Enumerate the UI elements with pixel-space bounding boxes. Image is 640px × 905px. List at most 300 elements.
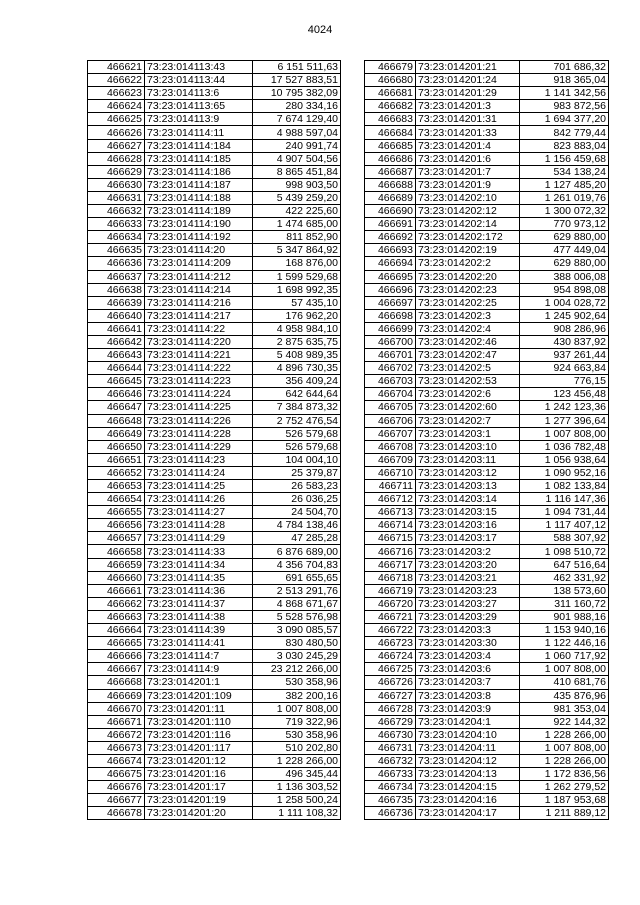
cadastral-number: 73:23:014203:9 xyxy=(416,702,520,715)
cadastral-number: 73:23:014114:26 xyxy=(145,493,253,506)
cadastral-number: 73:23:014202:4 xyxy=(416,322,520,335)
cadastral-number: 73:23:014201:20 xyxy=(145,807,253,820)
table-row xyxy=(365,322,609,335)
cadastral-value: 1 245 902,64 xyxy=(520,309,609,322)
cadastral-number: 73:23:014201:7 xyxy=(416,165,520,178)
cadastral-value: 1 261 019,76 xyxy=(520,191,609,204)
cadastral-number: 73:23:014114:186 xyxy=(145,165,253,178)
cadastral-value: 4 907 504,56 xyxy=(253,152,341,165)
cadastral-number: 73:23:014201:3 xyxy=(416,100,520,113)
cadastral-value: 937 261,44 xyxy=(520,349,609,362)
cadastral-value: 719 322,96 xyxy=(253,715,341,728)
row-number: 466640 xyxy=(88,309,145,322)
table-row xyxy=(365,610,609,623)
table-row xyxy=(88,597,341,610)
table-row xyxy=(88,794,341,807)
table-row xyxy=(365,794,609,807)
cadastral-value: 530 358,96 xyxy=(253,676,341,689)
cadastral-value: 6 876 689,00 xyxy=(253,545,341,558)
row-number: 466725 xyxy=(365,663,416,676)
cadastral-number: 73:23:014203:11 xyxy=(416,453,520,466)
cadastral-value: 26 036,25 xyxy=(253,493,341,506)
row-number: 466643 xyxy=(88,349,145,362)
row-number: 466657 xyxy=(88,532,145,545)
table-row xyxy=(365,584,609,597)
table-row xyxy=(88,715,341,728)
cadastral-value: 998 903,50 xyxy=(253,178,341,191)
row-number: 466626 xyxy=(88,126,145,139)
table-row xyxy=(365,126,609,139)
cadastral-number: 73:23:014114:209 xyxy=(145,257,253,270)
cadastral-number: 73:23:014113:6 xyxy=(145,87,253,100)
cadastral-number: 73:23:014203:20 xyxy=(416,558,520,571)
cadastral-number: 73:23:014202:23 xyxy=(416,283,520,296)
cadastral-value: 1 136 303,52 xyxy=(253,781,341,794)
cadastral-value: 17 527 883,51 xyxy=(253,74,341,87)
row-number: 466714 xyxy=(365,519,416,532)
cadastral-value: 629 880,00 xyxy=(520,257,609,270)
cadastral-value: 4 784 138,46 xyxy=(253,519,341,532)
table-row xyxy=(365,205,609,218)
row-number: 466716 xyxy=(365,545,416,558)
table-row xyxy=(88,807,341,820)
registry-table-right-body xyxy=(365,61,609,820)
row-number: 466625 xyxy=(88,113,145,126)
cadastral-value: 1 007 808,00 xyxy=(520,741,609,754)
table-row xyxy=(88,296,341,309)
cadastral-value: 430 837,92 xyxy=(520,335,609,348)
row-number: 466687 xyxy=(365,165,416,178)
row-number: 466667 xyxy=(88,663,145,676)
cadastral-number: 73:23:014201:1 xyxy=(145,676,253,689)
row-number: 466723 xyxy=(365,637,416,650)
cadastral-number: 73:23:014201:17 xyxy=(145,781,253,794)
cadastral-value: 5 439 259,20 xyxy=(253,191,341,204)
cadastral-value: 1 262 279,52 xyxy=(520,781,609,794)
row-number: 466648 xyxy=(88,414,145,427)
row-number: 466696 xyxy=(365,283,416,296)
table-row xyxy=(365,689,609,702)
cadastral-number: 73:23:014202:60 xyxy=(416,401,520,414)
table-row xyxy=(88,218,341,231)
cadastral-number: 73:23:014201:21 xyxy=(416,61,520,74)
cadastral-number: 73:23:014202:19 xyxy=(416,244,520,257)
cadastral-number: 73:23:014202:6 xyxy=(416,388,520,401)
table-row xyxy=(365,362,609,375)
row-number: 466709 xyxy=(365,453,416,466)
cadastral-value: 4 896 730,35 xyxy=(253,362,341,375)
cadastral-value: 435 876,96 xyxy=(520,689,609,702)
table-row xyxy=(365,388,609,401)
cadastral-value: 176 962,20 xyxy=(253,309,341,322)
table-row xyxy=(365,113,609,126)
table-row xyxy=(88,689,341,702)
cadastral-value: 462 331,92 xyxy=(520,571,609,584)
table-row xyxy=(365,178,609,191)
cadastral-value: 770 973,12 xyxy=(520,218,609,231)
row-number: 466678 xyxy=(88,807,145,820)
cadastral-value: 2 752 476,54 xyxy=(253,414,341,427)
row-number: 466633 xyxy=(88,218,145,231)
cadastral-number: 73:23:014201:29 xyxy=(416,87,520,100)
cadastral-number: 73:23:014203:21 xyxy=(416,571,520,584)
cadastral-number: 73:23:014203:8 xyxy=(416,689,520,702)
table-row xyxy=(88,113,341,126)
table-row xyxy=(88,87,341,100)
cadastral-value: 954 898,08 xyxy=(520,283,609,296)
cadastral-value: 4 958 984,10 xyxy=(253,322,341,335)
row-number: 466711 xyxy=(365,480,416,493)
cadastral-number: 73:23:014203:6 xyxy=(416,663,520,676)
cadastral-number: 73:23:014113:43 xyxy=(145,61,253,74)
cadastral-number: 73:23:014203:29 xyxy=(416,610,520,623)
cadastral-number: 73:23:014114:24 xyxy=(145,466,253,479)
cadastral-value: 701 686,32 xyxy=(520,61,609,74)
cadastral-number: 73:23:014202:2 xyxy=(416,257,520,270)
cadastral-value: 1 277 396,64 xyxy=(520,414,609,427)
table-row xyxy=(365,191,609,204)
registry-table-right xyxy=(364,60,609,820)
table-row xyxy=(88,663,341,676)
cadastral-value: 1 007 808,00 xyxy=(253,702,341,715)
row-number: 466665 xyxy=(88,637,145,650)
cadastral-value: 830 480,50 xyxy=(253,637,341,650)
cadastral-value: 1 187 953,68 xyxy=(520,794,609,807)
table-row xyxy=(365,558,609,571)
cadastral-value: 138 573,60 xyxy=(520,584,609,597)
cadastral-number: 73:23:014114:36 xyxy=(145,584,253,597)
table-row xyxy=(365,480,609,493)
row-number: 466621 xyxy=(88,61,145,74)
table-row xyxy=(88,100,341,113)
table-row xyxy=(365,257,609,270)
table-row xyxy=(365,375,609,388)
cadastral-number: 73:23:014204:11 xyxy=(416,741,520,754)
cadastral-value: 1 127 485,20 xyxy=(520,178,609,191)
table-row xyxy=(365,152,609,165)
table-row xyxy=(365,545,609,558)
table-row xyxy=(365,100,609,113)
cadastral-value: 842 779,44 xyxy=(520,126,609,139)
cadastral-number: 73:23:014201:109 xyxy=(145,689,253,702)
table-row xyxy=(88,139,341,152)
table-row xyxy=(365,453,609,466)
cadastral-number: 73:23:014201:6 xyxy=(416,152,520,165)
table-row xyxy=(365,283,609,296)
table-row xyxy=(365,231,609,244)
cadastral-value: 1 474 685,00 xyxy=(253,218,341,231)
row-number: 466715 xyxy=(365,532,416,545)
cadastral-value: 1 036 782,48 xyxy=(520,440,609,453)
cadastral-value: 4 868 671,67 xyxy=(253,597,341,610)
cadastral-value: 823 883,04 xyxy=(520,139,609,152)
cadastral-number: 73:23:014203:7 xyxy=(416,676,520,689)
cadastral-value: 922 144,32 xyxy=(520,715,609,728)
row-number: 466721 xyxy=(365,610,416,623)
cadastral-value: 1 300 072,32 xyxy=(520,205,609,218)
row-number: 466727 xyxy=(365,689,416,702)
row-number: 466691 xyxy=(365,218,416,231)
cadastral-value: 1 111 108,32 xyxy=(253,807,341,820)
cadastral-number: 73:23:014114:27 xyxy=(145,506,253,519)
table-row xyxy=(365,650,609,663)
row-number: 466734 xyxy=(365,781,416,794)
row-number: 466675 xyxy=(88,768,145,781)
table-row xyxy=(365,624,609,637)
table-row xyxy=(88,362,341,375)
row-number: 466676 xyxy=(88,781,145,794)
cadastral-number: 73:23:014114:39 xyxy=(145,624,253,637)
table-row xyxy=(88,624,341,637)
row-number: 466684 xyxy=(365,126,416,139)
cadastral-number: 73:23:014203:4 xyxy=(416,650,520,663)
cadastral-value: 5 347 864,92 xyxy=(253,244,341,257)
cadastral-value: 410 681,76 xyxy=(520,676,609,689)
row-number: 466733 xyxy=(365,768,416,781)
table-row xyxy=(88,741,341,754)
cadastral-number: 73:23:014204:13 xyxy=(416,768,520,781)
row-number: 466651 xyxy=(88,453,145,466)
cadastral-number: 73:23:014114:35 xyxy=(145,571,253,584)
row-number: 466706 xyxy=(365,414,416,427)
row-number: 466630 xyxy=(88,178,145,191)
cadastral-value: 1 090 952,16 xyxy=(520,466,609,479)
cadastral-number: 73:23:014201:4 xyxy=(416,139,520,152)
cadastral-number: 73:23:014201:11 xyxy=(145,702,253,715)
row-number: 466673 xyxy=(88,741,145,754)
cadastral-number: 73:23:014202:5 xyxy=(416,362,520,375)
table-row xyxy=(365,781,609,794)
cadastral-number: 73:23:014201:16 xyxy=(145,768,253,781)
cadastral-number: 73:23:014201:116 xyxy=(145,728,253,741)
row-number: 466694 xyxy=(365,257,416,270)
cadastral-value: 908 286,96 xyxy=(520,322,609,335)
row-number: 466670 xyxy=(88,702,145,715)
cadastral-number: 73:23:014202:46 xyxy=(416,335,520,348)
row-number: 466701 xyxy=(365,349,416,362)
cadastral-value: 311 160,72 xyxy=(520,597,609,610)
cadastral-number: 73:23:014114:25 xyxy=(145,480,253,493)
cadastral-value: 2 513 291,76 xyxy=(253,584,341,597)
table-row xyxy=(365,296,609,309)
cadastral-value: 2 875 635,75 xyxy=(253,335,341,348)
cadastral-value: 510 202,80 xyxy=(253,741,341,754)
cadastral-value: 1 228 266,00 xyxy=(520,754,609,767)
cadastral-number: 73:23:014113:44 xyxy=(145,74,253,87)
table-row xyxy=(88,165,341,178)
cadastral-number: 73:23:014114:7 xyxy=(145,650,253,663)
cadastral-number: 73:23:014203:15 xyxy=(416,506,520,519)
cadastral-number: 73:23:014204:17 xyxy=(416,807,520,820)
row-number: 466664 xyxy=(88,624,145,637)
row-number: 466653 xyxy=(88,480,145,493)
row-number: 466662 xyxy=(88,597,145,610)
row-number: 466717 xyxy=(365,558,416,571)
cadastral-number: 73:23:014114:20 xyxy=(145,244,253,257)
cadastral-value: 1 116 147,36 xyxy=(520,493,609,506)
row-number: 466731 xyxy=(365,741,416,754)
table-row xyxy=(365,440,609,453)
table-row xyxy=(365,676,609,689)
cadastral-value: 1 117 407,12 xyxy=(520,519,609,532)
cadastral-number: 73:23:014202:10 xyxy=(416,191,520,204)
cadastral-number: 73:23:014114:33 xyxy=(145,545,253,558)
cadastral-value: 25 379,87 xyxy=(253,466,341,479)
cadastral-value: 104 004,10 xyxy=(253,453,341,466)
table-row xyxy=(365,335,609,348)
table-row xyxy=(365,571,609,584)
row-number: 466732 xyxy=(365,754,416,767)
cadastral-number: 73:23:014204:15 xyxy=(416,781,520,794)
table-row xyxy=(88,519,341,532)
cadastral-number: 73:23:014202:14 xyxy=(416,218,520,231)
cadastral-value: 23 212 266,00 xyxy=(253,663,341,676)
table-row xyxy=(365,349,609,362)
cadastral-number: 73:23:014203:3 xyxy=(416,624,520,637)
table-row xyxy=(365,663,609,676)
table-row xyxy=(365,218,609,231)
page-number: 4024 xyxy=(307,24,333,36)
cadastral-number: 73:23:014114:220 xyxy=(145,335,253,348)
table-row xyxy=(88,74,341,87)
cadastral-value: 7 674 129,40 xyxy=(253,113,341,126)
row-number: 466669 xyxy=(88,689,145,702)
cadastral-number: 73:23:014114:11 xyxy=(145,126,253,139)
row-number: 466641 xyxy=(88,322,145,335)
cadastral-number: 73:23:014114:188 xyxy=(145,191,253,204)
cadastral-value: 10 795 382,09 xyxy=(253,87,341,100)
row-number: 466627 xyxy=(88,139,145,152)
cadastral-number: 73:23:014114:29 xyxy=(145,532,253,545)
cadastral-number: 73:23:014203:17 xyxy=(416,532,520,545)
table-row xyxy=(365,768,609,781)
cadastral-number: 73:23:014114:9 xyxy=(145,663,253,676)
cadastral-value: 776,15 xyxy=(520,375,609,388)
cadastral-number: 73:23:014114:22 xyxy=(145,322,253,335)
cadastral-value: 1 228 266,00 xyxy=(253,754,341,767)
cadastral-value: 691 655,65 xyxy=(253,571,341,584)
cadastral-number: 73:23:014114:229 xyxy=(145,440,253,453)
table-row xyxy=(88,178,341,191)
cadastral-value: 1 094 731,44 xyxy=(520,506,609,519)
cadastral-value: 918 365,04 xyxy=(520,74,609,87)
row-number: 466703 xyxy=(365,375,416,388)
table-row xyxy=(88,532,341,545)
row-number: 466704 xyxy=(365,388,416,401)
cadastral-value: 4 988 597,04 xyxy=(253,126,341,139)
table-row xyxy=(365,61,609,74)
row-number: 466671 xyxy=(88,715,145,728)
cadastral-number: 73:23:014202:20 xyxy=(416,270,520,283)
cadastral-value: 1 698 992,35 xyxy=(253,283,341,296)
row-number: 466629 xyxy=(88,165,145,178)
table-row xyxy=(365,754,609,767)
table-row xyxy=(365,728,609,741)
cadastral-value: 5 408 989,35 xyxy=(253,349,341,362)
table-row xyxy=(88,480,341,493)
row-number: 466707 xyxy=(365,427,416,440)
cadastral-number: 73:23:014114:34 xyxy=(145,558,253,571)
table-row xyxy=(88,231,341,244)
table-row xyxy=(365,309,609,322)
table-row xyxy=(88,558,341,571)
cadastral-value: 24 504,70 xyxy=(253,506,341,519)
table-row xyxy=(88,427,341,440)
cadastral-number: 73:23:014114:217 xyxy=(145,309,253,322)
cadastral-value: 280 334,16 xyxy=(253,100,341,113)
table-row xyxy=(365,466,609,479)
cadastral-number: 73:23:014202:7 xyxy=(416,414,520,427)
cadastral-number: 73:23:014114:224 xyxy=(145,388,253,401)
cadastral-value: 1 599 529,68 xyxy=(253,270,341,283)
row-number: 466637 xyxy=(88,270,145,283)
cadastral-value: 534 138,24 xyxy=(520,165,609,178)
row-number: 466631 xyxy=(88,191,145,204)
row-number: 466636 xyxy=(88,257,145,270)
table-row xyxy=(365,597,609,610)
cadastral-value: 240 991,74 xyxy=(253,139,341,152)
cadastral-number: 73:23:014114:187 xyxy=(145,178,253,191)
cadastral-value: 530 358,96 xyxy=(253,728,341,741)
table-row xyxy=(88,781,341,794)
cadastral-value: 588 307,92 xyxy=(520,532,609,545)
cadastral-value: 4 356 704,83 xyxy=(253,558,341,571)
row-number: 466672 xyxy=(88,728,145,741)
cadastral-number: 73:23:014203:23 xyxy=(416,584,520,597)
row-number: 466649 xyxy=(88,427,145,440)
row-number: 466685 xyxy=(365,139,416,152)
cadastral-value: 168 876,00 xyxy=(253,257,341,270)
table-row xyxy=(88,191,341,204)
cadastral-number: 73:23:014203:30 xyxy=(416,637,520,650)
table-row xyxy=(365,519,609,532)
row-number: 466652 xyxy=(88,466,145,479)
row-number: 466680 xyxy=(365,74,416,87)
table-row xyxy=(88,205,341,218)
cadastral-number: 73:23:014201:31 xyxy=(416,113,520,126)
cadastral-number: 73:23:014114:226 xyxy=(145,414,253,427)
cadastral-value: 1 242 123,36 xyxy=(520,401,609,414)
row-number: 466628 xyxy=(88,152,145,165)
cadastral-value: 3 030 245,29 xyxy=(253,650,341,663)
cadastral-number: 73:23:014114:190 xyxy=(145,218,253,231)
cadastral-value: 1 172 836,56 xyxy=(520,768,609,781)
table-row xyxy=(365,741,609,754)
row-number: 466708 xyxy=(365,440,416,453)
table-row xyxy=(365,270,609,283)
cadastral-number: 73:23:014203:16 xyxy=(416,519,520,532)
table-row xyxy=(88,126,341,139)
row-number: 466728 xyxy=(365,702,416,715)
row-number: 466712 xyxy=(365,493,416,506)
row-number: 466635 xyxy=(88,244,145,257)
table-row xyxy=(365,427,609,440)
row-number: 466724 xyxy=(365,650,416,663)
cadastral-number: 73:23:014202:25 xyxy=(416,296,520,309)
table-row xyxy=(88,349,341,362)
row-number: 466726 xyxy=(365,676,416,689)
table-row xyxy=(88,584,341,597)
cadastral-number: 73:23:014204:16 xyxy=(416,794,520,807)
cadastral-value: 477 449,04 xyxy=(520,244,609,257)
cadastral-number: 73:23:014202:3 xyxy=(416,309,520,322)
registry-table-left-body xyxy=(88,61,341,820)
table-row xyxy=(88,676,341,689)
cadastral-value: 1 694 377,20 xyxy=(520,113,609,126)
table-row xyxy=(365,401,609,414)
row-number: 466689 xyxy=(365,191,416,204)
row-number: 466730 xyxy=(365,728,416,741)
